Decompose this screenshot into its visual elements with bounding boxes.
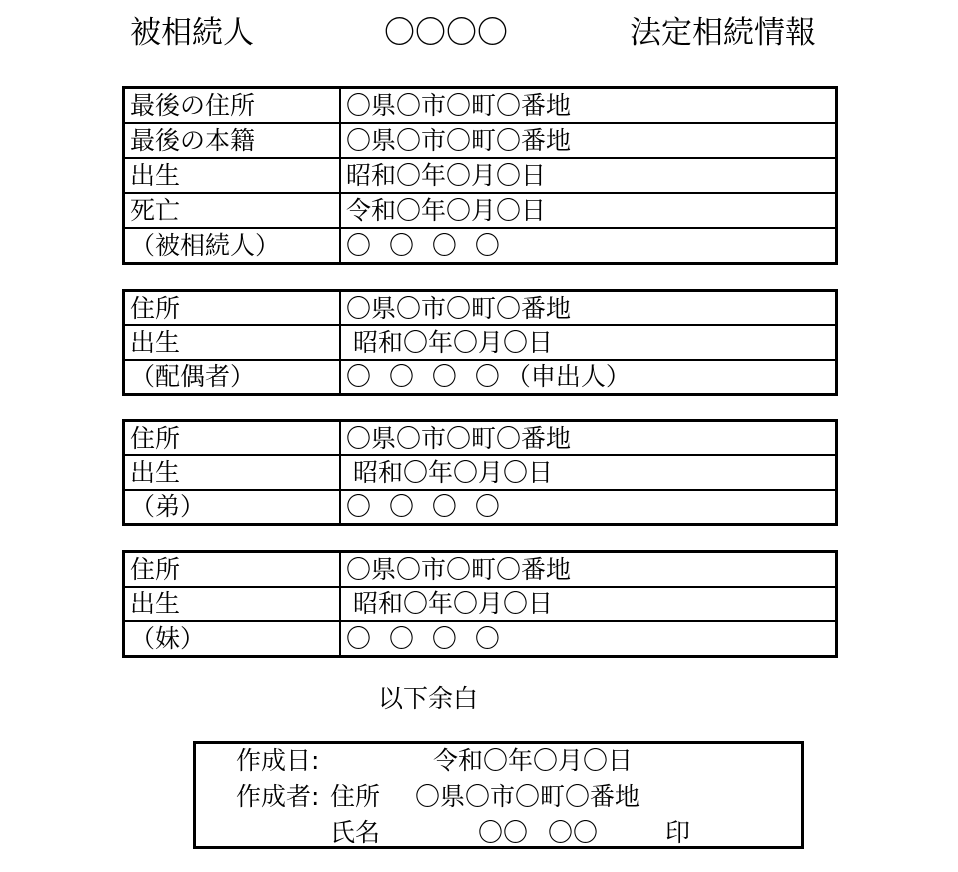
table-row	[124, 228, 837, 264]
table-row	[124, 360, 837, 395]
table-row	[124, 291, 837, 326]
table-row	[124, 587, 837, 622]
row-value: 〇県〇市〇町〇番地	[340, 88, 837, 124]
spouse-table	[122, 289, 838, 396]
creator-label: 作成者:	[236, 782, 320, 811]
row-value: 昭和〇年〇月〇日	[340, 455, 837, 489]
row-label: 最後の住所	[124, 88, 341, 124]
creation-date-label: 作成日:	[236, 746, 320, 775]
brother-name: 〇 〇 〇 〇	[340, 490, 837, 525]
spouse-name: 〇 〇 〇 〇	[346, 362, 500, 392]
row-label: 死亡	[124, 193, 341, 228]
seal-mark: 印	[665, 818, 691, 847]
sister-table	[122, 550, 838, 658]
row-label: （被相続人）	[124, 228, 341, 264]
row-label: 住所	[124, 291, 341, 326]
row-label: 住所	[124, 552, 341, 587]
row-value: 令和〇年〇月〇日	[340, 193, 837, 228]
decedent-heading-label: 被相続人	[130, 15, 254, 51]
table-row	[124, 621, 837, 656]
table-row	[124, 158, 837, 193]
row-label: 最後の本籍	[124, 123, 341, 158]
decedent-table	[122, 86, 838, 265]
creator-name-label: 氏名	[330, 818, 381, 847]
decedent-name: 〇 〇 〇 〇	[340, 228, 837, 264]
sister-name: 〇 〇 〇 〇	[340, 621, 837, 656]
row-label: 出生	[124, 158, 341, 193]
row-value: 昭和〇年〇月〇日	[340, 325, 837, 359]
creator-address-label: 住所	[330, 782, 381, 811]
row-label: 住所	[124, 421, 341, 456]
creation-info-box	[193, 741, 804, 849]
brother-table	[122, 419, 838, 526]
row-label: 出生	[124, 587, 341, 622]
row-label: 出生	[124, 325, 341, 359]
table-row	[124, 193, 837, 228]
spouse-name-cell	[340, 360, 837, 395]
row-value: 〇県〇市〇町〇番地	[340, 421, 837, 456]
row-label: （配偶者）	[124, 360, 341, 395]
row-value: 昭和〇年〇月〇日	[340, 587, 837, 622]
document-title: 法定相続情報	[630, 15, 816, 51]
applicant-note: （申出人）	[505, 362, 631, 392]
row-label: （妹）	[124, 621, 341, 656]
table-row	[124, 88, 837, 124]
table-row	[124, 123, 837, 158]
row-value: 昭和〇年〇月〇日	[340, 158, 837, 193]
end-of-content-note: 以下余白	[378, 684, 479, 713]
table-row	[124, 490, 837, 525]
row-label: （弟）	[124, 490, 341, 525]
row-value: 〇県〇市〇町〇番地	[340, 291, 837, 326]
table-row	[124, 421, 837, 456]
table-row	[124, 552, 837, 587]
row-value: 〇県〇市〇町〇番地	[340, 123, 837, 158]
row-label: 出生	[124, 455, 341, 489]
creation-date-value: 令和〇年〇月〇日	[433, 746, 634, 775]
creator-name-value: 〇〇 〇〇	[478, 818, 598, 847]
creator-address-value: 〇県〇市〇町〇番地	[415, 782, 641, 811]
row-value: 〇県〇市〇町〇番地	[340, 552, 837, 587]
decedent-heading-name: 〇〇〇〇	[384, 15, 508, 51]
table-row	[124, 455, 837, 489]
table-row	[124, 325, 837, 359]
